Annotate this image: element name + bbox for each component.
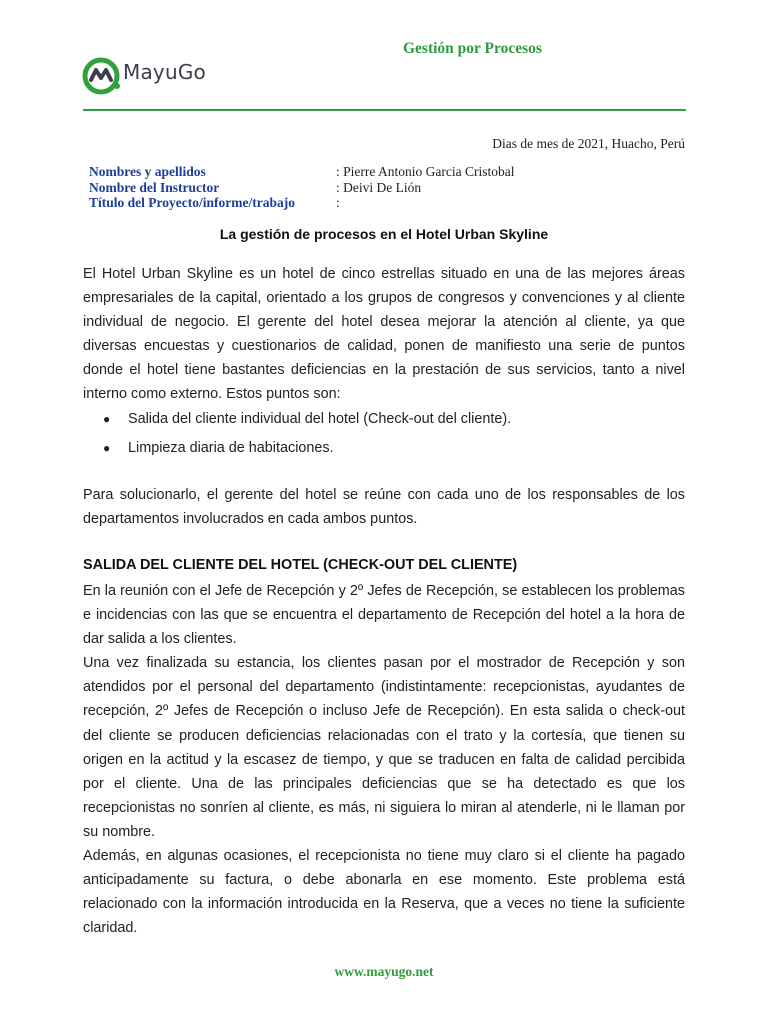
document-date: Dias de mes de 2021, Huacho, Perú	[492, 136, 685, 151]
paragraph-text: Una vez finalizada su estancia, los clientes pasan por el mostrador de Recepción y son atendidos por el personal del departamento (indistintamente: recepcionistas, ayudantes de recepción, 2º Jefes de Recepción o incluso Jefe de Recepción). En esta salida o check-out del cliente se producen deficiencias relacionadas con el trato y la cortesía, que tienen su origen en la actitud y la escasez de tiempo, y que se traducen en falta de calidad percibida por el cliente. Una de las principales deficiencias que se ha detectado es que los recepcionistas no sonríen al cliente, es más, ni siguiera lo miran al atenderle, ni le llaman por su nombre.	[83, 655, 685, 840]
list-item-text: Salida del cliente individual del hotel (Check-out del cliente).	[128, 411, 512, 427]
section-body	[83, 579, 685, 940]
meta-label: Nombres y apellidos	[89, 164, 206, 179]
bullet-icon: ●	[103, 441, 111, 455]
meta-label: Nombre del Instructor	[89, 179, 220, 195]
meta-value: : Pierre Antonio Garcia Cristobal	[336, 164, 515, 179]
list-item-text: Limpieza diaria de habitaciones.	[128, 440, 334, 456]
header-divider	[83, 109, 686, 111]
brand-name: MayuGo	[123, 60, 206, 84]
list-item	[103, 407, 683, 436]
document-meta	[89, 164, 689, 211]
paragraph-text: Para solucionarlo, el gerente del hotel se reúne con cada uno de los responsables de los departamentos involucrados en cada ambos puntos.	[83, 487, 685, 528]
paragraph-text: El Hotel Urban Skyline es un hotel de cinco estrellas situado en una de las mejores áreas empresariales de la capital, orientado a los grupos de congresos y convenciones y al cliente individual de negocio. El gerente del hotel desea mejorar la atención al cliente, ya que diversas encuestas y cuestionarios de calidad, ponen de manifiesto una serie de puntos donde el hotel tiene bastantes deficiencias en la prestación de sus servicios, tanto a nivel interno como externo. Estos puntos son:	[83, 266, 685, 403]
bullet-list	[103, 407, 683, 465]
meta-row-instructor	[89, 180, 689, 196]
solution-paragraph	[83, 483, 685, 531]
list-item	[103, 436, 683, 465]
meta-label: Título del Proyecto/informe/trabajo	[89, 195, 295, 210]
paragraph-text: En la reunión con el Jefe de Recepción y 2º Jefes de Recepción, se establecen los problemas e incidencias con las que se encuentra el departamento de Recepción del hotel a la hora de dar salida a los clientes.	[83, 583, 685, 648]
footer-website-link[interactable]: www.mayugo.net	[334, 964, 434, 979]
meta-row-name	[89, 164, 689, 180]
meta-row-project-title	[89, 195, 689, 211]
section-heading: SALIDA DEL CLIENTE DEL HOTEL (CHECK-OUT DEL CLIENTE)	[83, 557, 518, 573]
meta-value: :	[336, 195, 340, 210]
paragraph-text: Además, en algunas ocasiones, el recepcionista no tiene muy claro si el cliente ha pagado anticipadamente su factura, o debe abonarla en ese momento. Este problema está relacionado con la información introducida en la Reserva, que a veces no tiene la suficiente claridad.	[83, 848, 685, 937]
header-title: Gestión por Procesos	[403, 40, 542, 57]
document-title: La gestión de procesos en el Hotel Urban Skyline	[219, 226, 549, 242]
intro-paragraph	[83, 262, 685, 407]
meta-value: : Deivi De Lión	[336, 179, 422, 195]
bullet-icon: ●	[103, 412, 111, 426]
